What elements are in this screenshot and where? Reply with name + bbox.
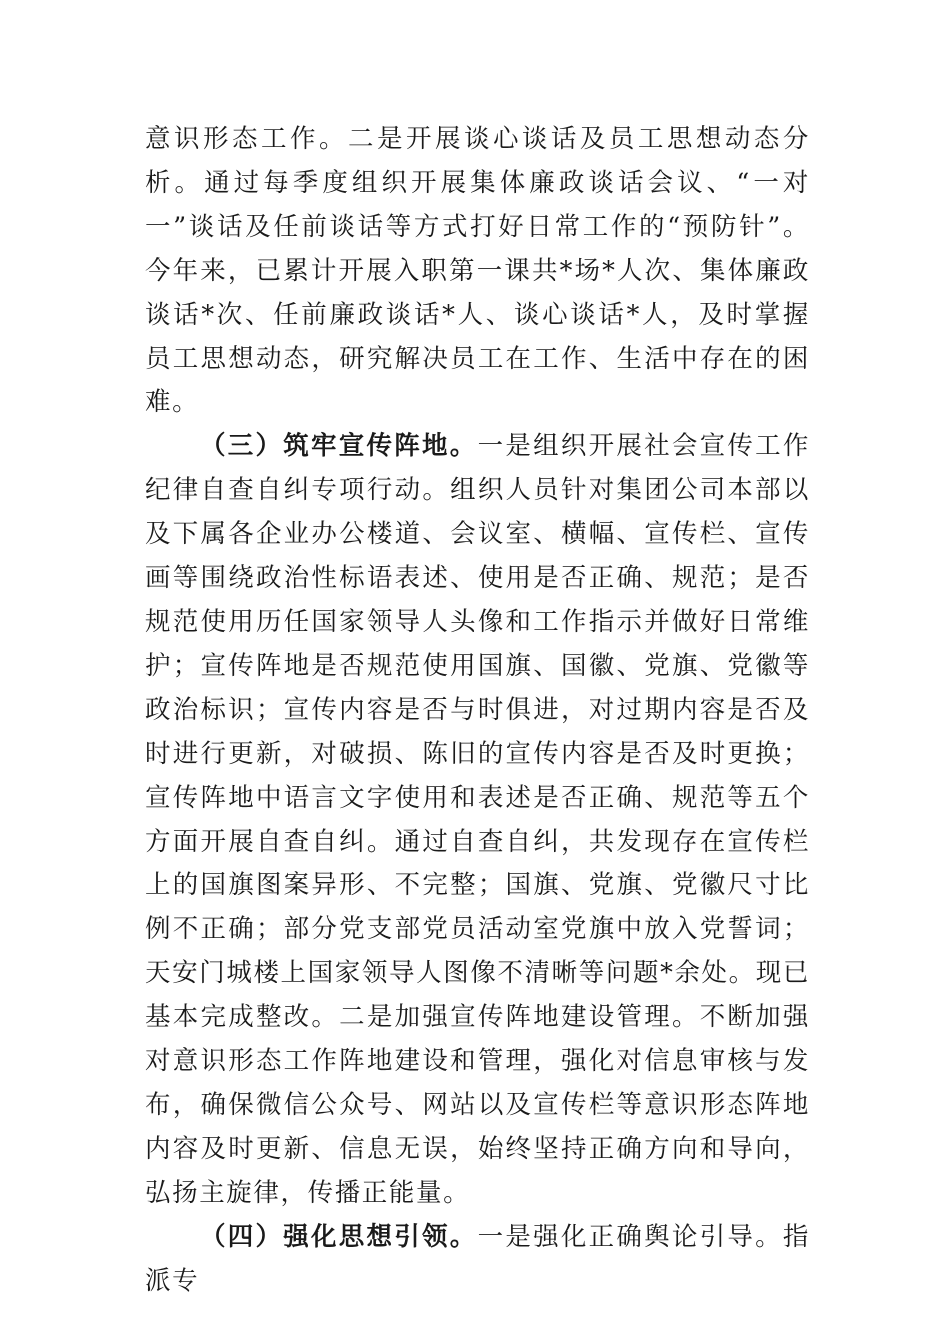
section-3-heading: （三）筑牢宣传阵地。 — [200, 431, 478, 462]
section-4-heading: （四）强化思想引领。 — [200, 1221, 478, 1252]
section-3-paragraph — [145, 425, 810, 1215]
section-3-body: 一是组织开展社会宣传工作纪律自查自纠专项行动。组织人员针对集团公司本部以及下属各企业办公楼道、会议室、横幅、宣传栏、宣传画等围绕政治性标语表述、使用是否正确、规范；是否规范使用历任国家领导人头像和工作指示并做好日常维护；宣传阵地是否规范使用国旗、国徽、党旗、党徽等政治标识；宣传内容是否与时俱进，对过期内容是否及时进行更新，对破损、陈旧的宣传内容是否及时更换；宣传阵地中语言文字使用和表述是否正确、规范等五个方面开展自查自纠。通过自查自纠，共发现存在宣传栏上的国旗图案异形、不完整；国旗、党旗、党徽尺寸比例不正确；部分党支部党员活动室党旗中放入党誓词；天安门城楼上国家领导人图像不清晰等问题*余处。现已基本完成整改。二是加强宣传阵地建设管理。不断加强对意识形态工作阵地建设和管理，强化对信息审核与发布，确保微信公众号、网站以及宣传栏等意识形态阵地内容及时更新、信息无误，始终坚持正确方向和导向，弘扬主旋律，传播正能量。 — [145, 431, 810, 1208]
document-body — [145, 118, 810, 1303]
paragraph-continued: 意识形态工作。二是开展谈心谈话及员工思想动态分析。通过每季度组织开展集体廉政谈话会议、“一对一”谈话及任前谈话等方式打好日常工作的“预防针”。今年来，已累计开展入职第一课共*场*人次、集体廉政谈话*次、任前廉政谈话*人、谈心谈话*人，及时掌握员工思想动态，研究解决员工在工作、生活中存在的困难。 — [145, 124, 810, 418]
section-4-paragraph — [145, 1216, 810, 1304]
section-4-body: 一是强化正确舆论引导。指派专 — [145, 1221, 810, 1296]
